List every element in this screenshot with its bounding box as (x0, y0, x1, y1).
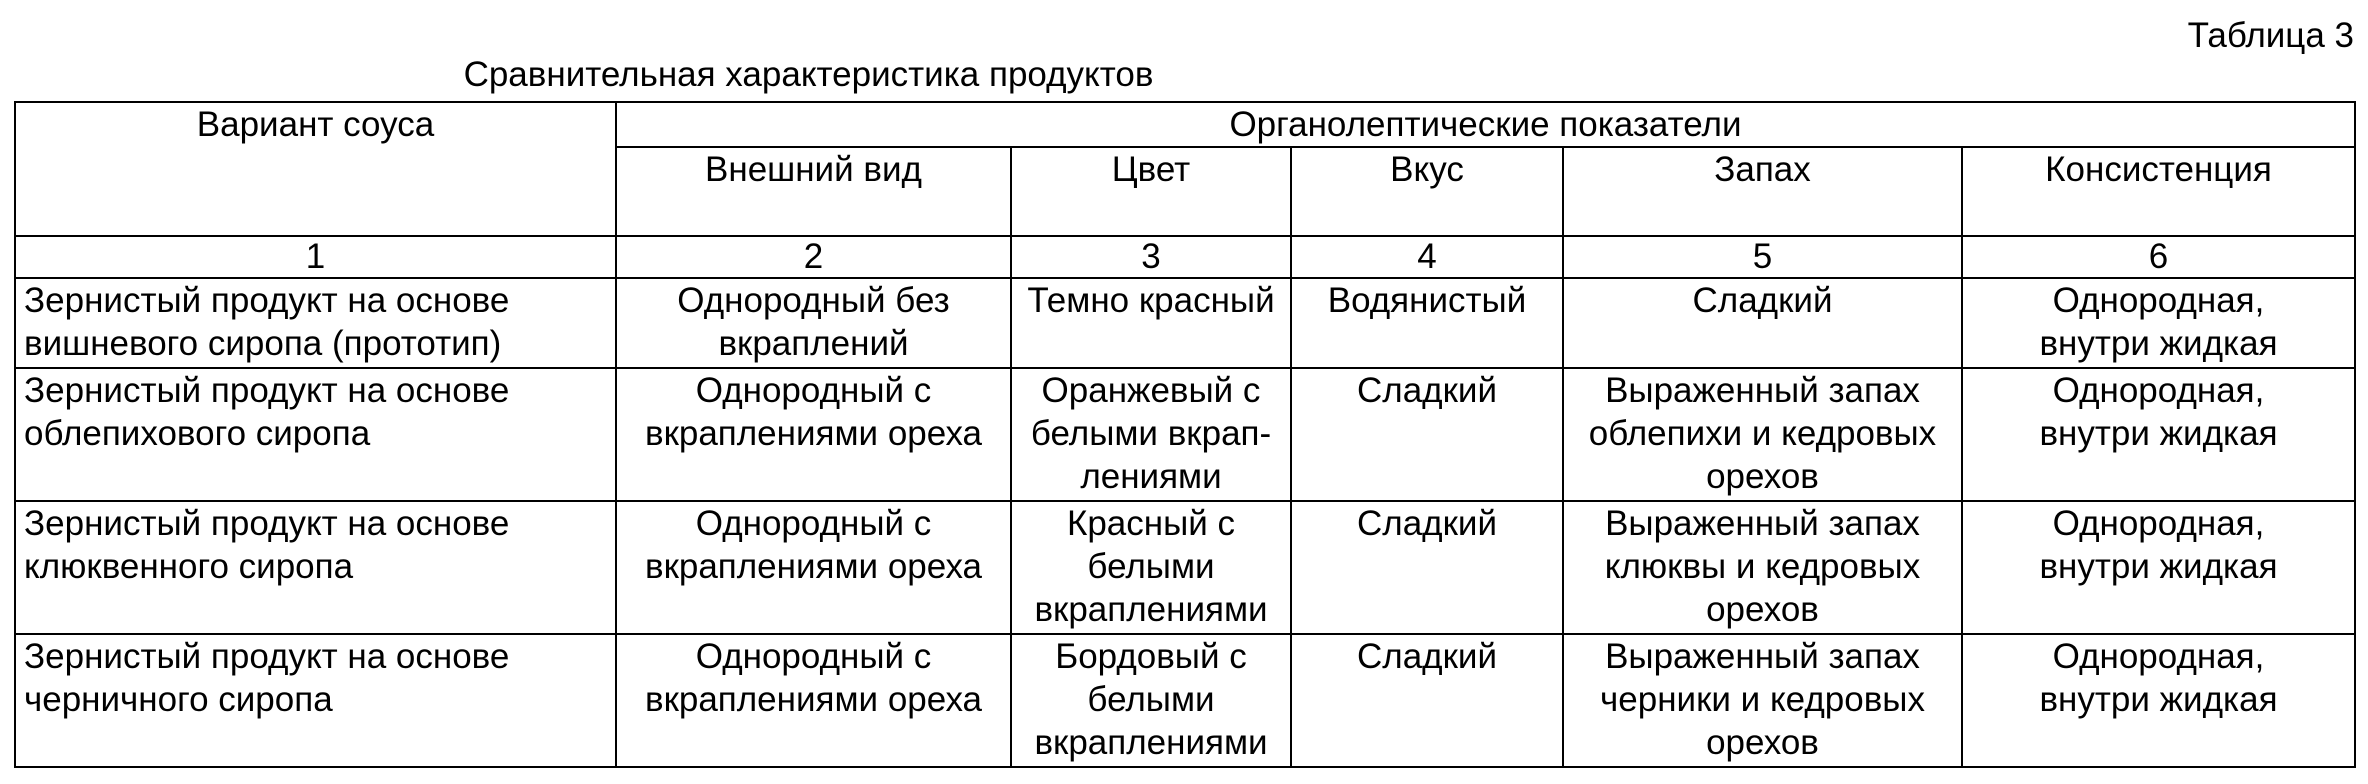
cell-line: орехов (1706, 723, 1819, 762)
cell-line: Бордовый с (1055, 637, 1247, 676)
table-row (15, 278, 2355, 368)
cell-line: лениями (1080, 457, 1222, 496)
cell-line: Выраженный запах (1605, 371, 1920, 410)
cell-line: вкраплениями (1034, 723, 1268, 762)
cell-line: Зернистый продукт на основе (24, 371, 510, 410)
cell-line: внутри жидкая (2039, 324, 2278, 363)
header-row-top (15, 102, 2355, 147)
cell-line: вишневого сиропа (прототип) (24, 324, 502, 363)
column-number: 1 (15, 236, 616, 278)
cell-line: черничного сиропа (24, 680, 333, 719)
cell-line: Однородный с (695, 504, 932, 543)
cell-smell (1563, 501, 1962, 634)
cell-line: вкраплениями ореха (644, 680, 983, 719)
cell-line: Зернистый продукт на основе (24, 637, 510, 676)
header-appearance: Внешний вид (616, 147, 1011, 236)
cell-line: Сладкий (1692, 281, 1833, 320)
cell-line: Однородная, (2052, 504, 2265, 543)
cell-line: вкраплениями ореха (644, 547, 983, 586)
cell-line: Сладкий (1357, 637, 1497, 676)
cell-color (1011, 501, 1291, 634)
cell-taste (1291, 368, 1563, 501)
cell-line: черники и кедровых (1600, 680, 1925, 719)
header-taste: Вкус (1291, 147, 1563, 236)
cell-line: вкраплениями (1034, 590, 1268, 629)
header-variant: Вариант соуса (15, 102, 616, 236)
cell-line: белыми вкрап- (1030, 414, 1272, 453)
cell-variant (15, 368, 616, 501)
cell-line: Красный с (1066, 504, 1236, 543)
cell-variant (15, 634, 616, 767)
cell-line: Оранжевый с (1041, 371, 1261, 410)
cell-line: Темно красный (1027, 281, 1275, 320)
cell-line: белыми (1087, 680, 1215, 719)
cell-line: облепихи и кедровых (1588, 414, 1937, 453)
cell-color (1011, 634, 1291, 767)
column-number: 3 (1011, 236, 1291, 278)
cell-consistency (1962, 634, 2355, 767)
cell-line: Выраженный запах (1605, 504, 1920, 543)
cell-appearance (616, 278, 1011, 368)
cell-smell (1563, 634, 1962, 767)
cell-line: клюквенного сиропа (24, 547, 354, 586)
cell-smell (1563, 278, 1962, 368)
cell-line: Однородная, (2052, 281, 2265, 320)
cell-line: внутри жидкая (2039, 680, 2278, 719)
column-number: 2 (616, 236, 1011, 278)
cell-color (1011, 368, 1291, 501)
comparison-table (14, 101, 2356, 768)
cell-line: Однородная, (2052, 371, 2265, 410)
column-number-row (15, 236, 2355, 278)
cell-line: белыми (1087, 547, 1215, 586)
column-number: 6 (1962, 236, 2355, 278)
cell-variant (15, 278, 616, 368)
header-smell: Запах (1563, 147, 1962, 236)
table-row (15, 368, 2355, 501)
cell-appearance (616, 368, 1011, 501)
cell-consistency (1962, 278, 2355, 368)
cell-line: внутри жидкая (2039, 547, 2278, 586)
cell-line: Однородный с (695, 637, 932, 676)
table-title: Сравнительная характеристика продуктов (463, 55, 1154, 94)
table-row (15, 634, 2355, 767)
cell-line: орехов (1706, 590, 1819, 629)
header-consistency: Консистенция (1962, 147, 2355, 236)
cell-taste (1291, 501, 1563, 634)
cell-line: Сладкий (1357, 371, 1497, 410)
cell-line: клюквы и кедровых (1604, 547, 1921, 586)
cell-line: вкраплений (718, 324, 909, 363)
cell-line: Выраженный запах (1605, 637, 1920, 676)
column-number: 4 (1291, 236, 1563, 278)
cell-consistency (1962, 368, 2355, 501)
header-color: Цвет (1011, 147, 1291, 236)
cell-line: Водянистый (1327, 281, 1527, 320)
cell-line: Зернистый продукт на основе (24, 504, 510, 543)
table-row (15, 501, 2355, 634)
cell-line: внутри жидкая (2039, 414, 2278, 453)
table-number: Таблица 3 (2187, 16, 2354, 55)
cell-line: Зернистый продукт на основе (24, 281, 510, 320)
column-number: 5 (1563, 236, 1962, 278)
cell-taste (1291, 634, 1563, 767)
cell-taste (1291, 278, 1563, 368)
cell-line: Сладкий (1357, 504, 1497, 543)
cell-color (1011, 278, 1291, 368)
cell-consistency (1962, 501, 2355, 634)
cell-line: орехов (1706, 457, 1819, 496)
cell-line: Однородная, (2052, 637, 2265, 676)
cell-line: облепихового сиропа (24, 414, 371, 453)
cell-line: вкраплениями ореха (644, 414, 983, 453)
cell-line: Однородный без (677, 281, 950, 320)
cell-appearance (616, 634, 1011, 767)
cell-smell (1563, 368, 1962, 501)
header-organoleptic: Органолептические показатели (616, 102, 2355, 147)
cell-variant (15, 501, 616, 634)
cell-line: Однородный с (695, 371, 932, 410)
cell-appearance (616, 501, 1011, 634)
